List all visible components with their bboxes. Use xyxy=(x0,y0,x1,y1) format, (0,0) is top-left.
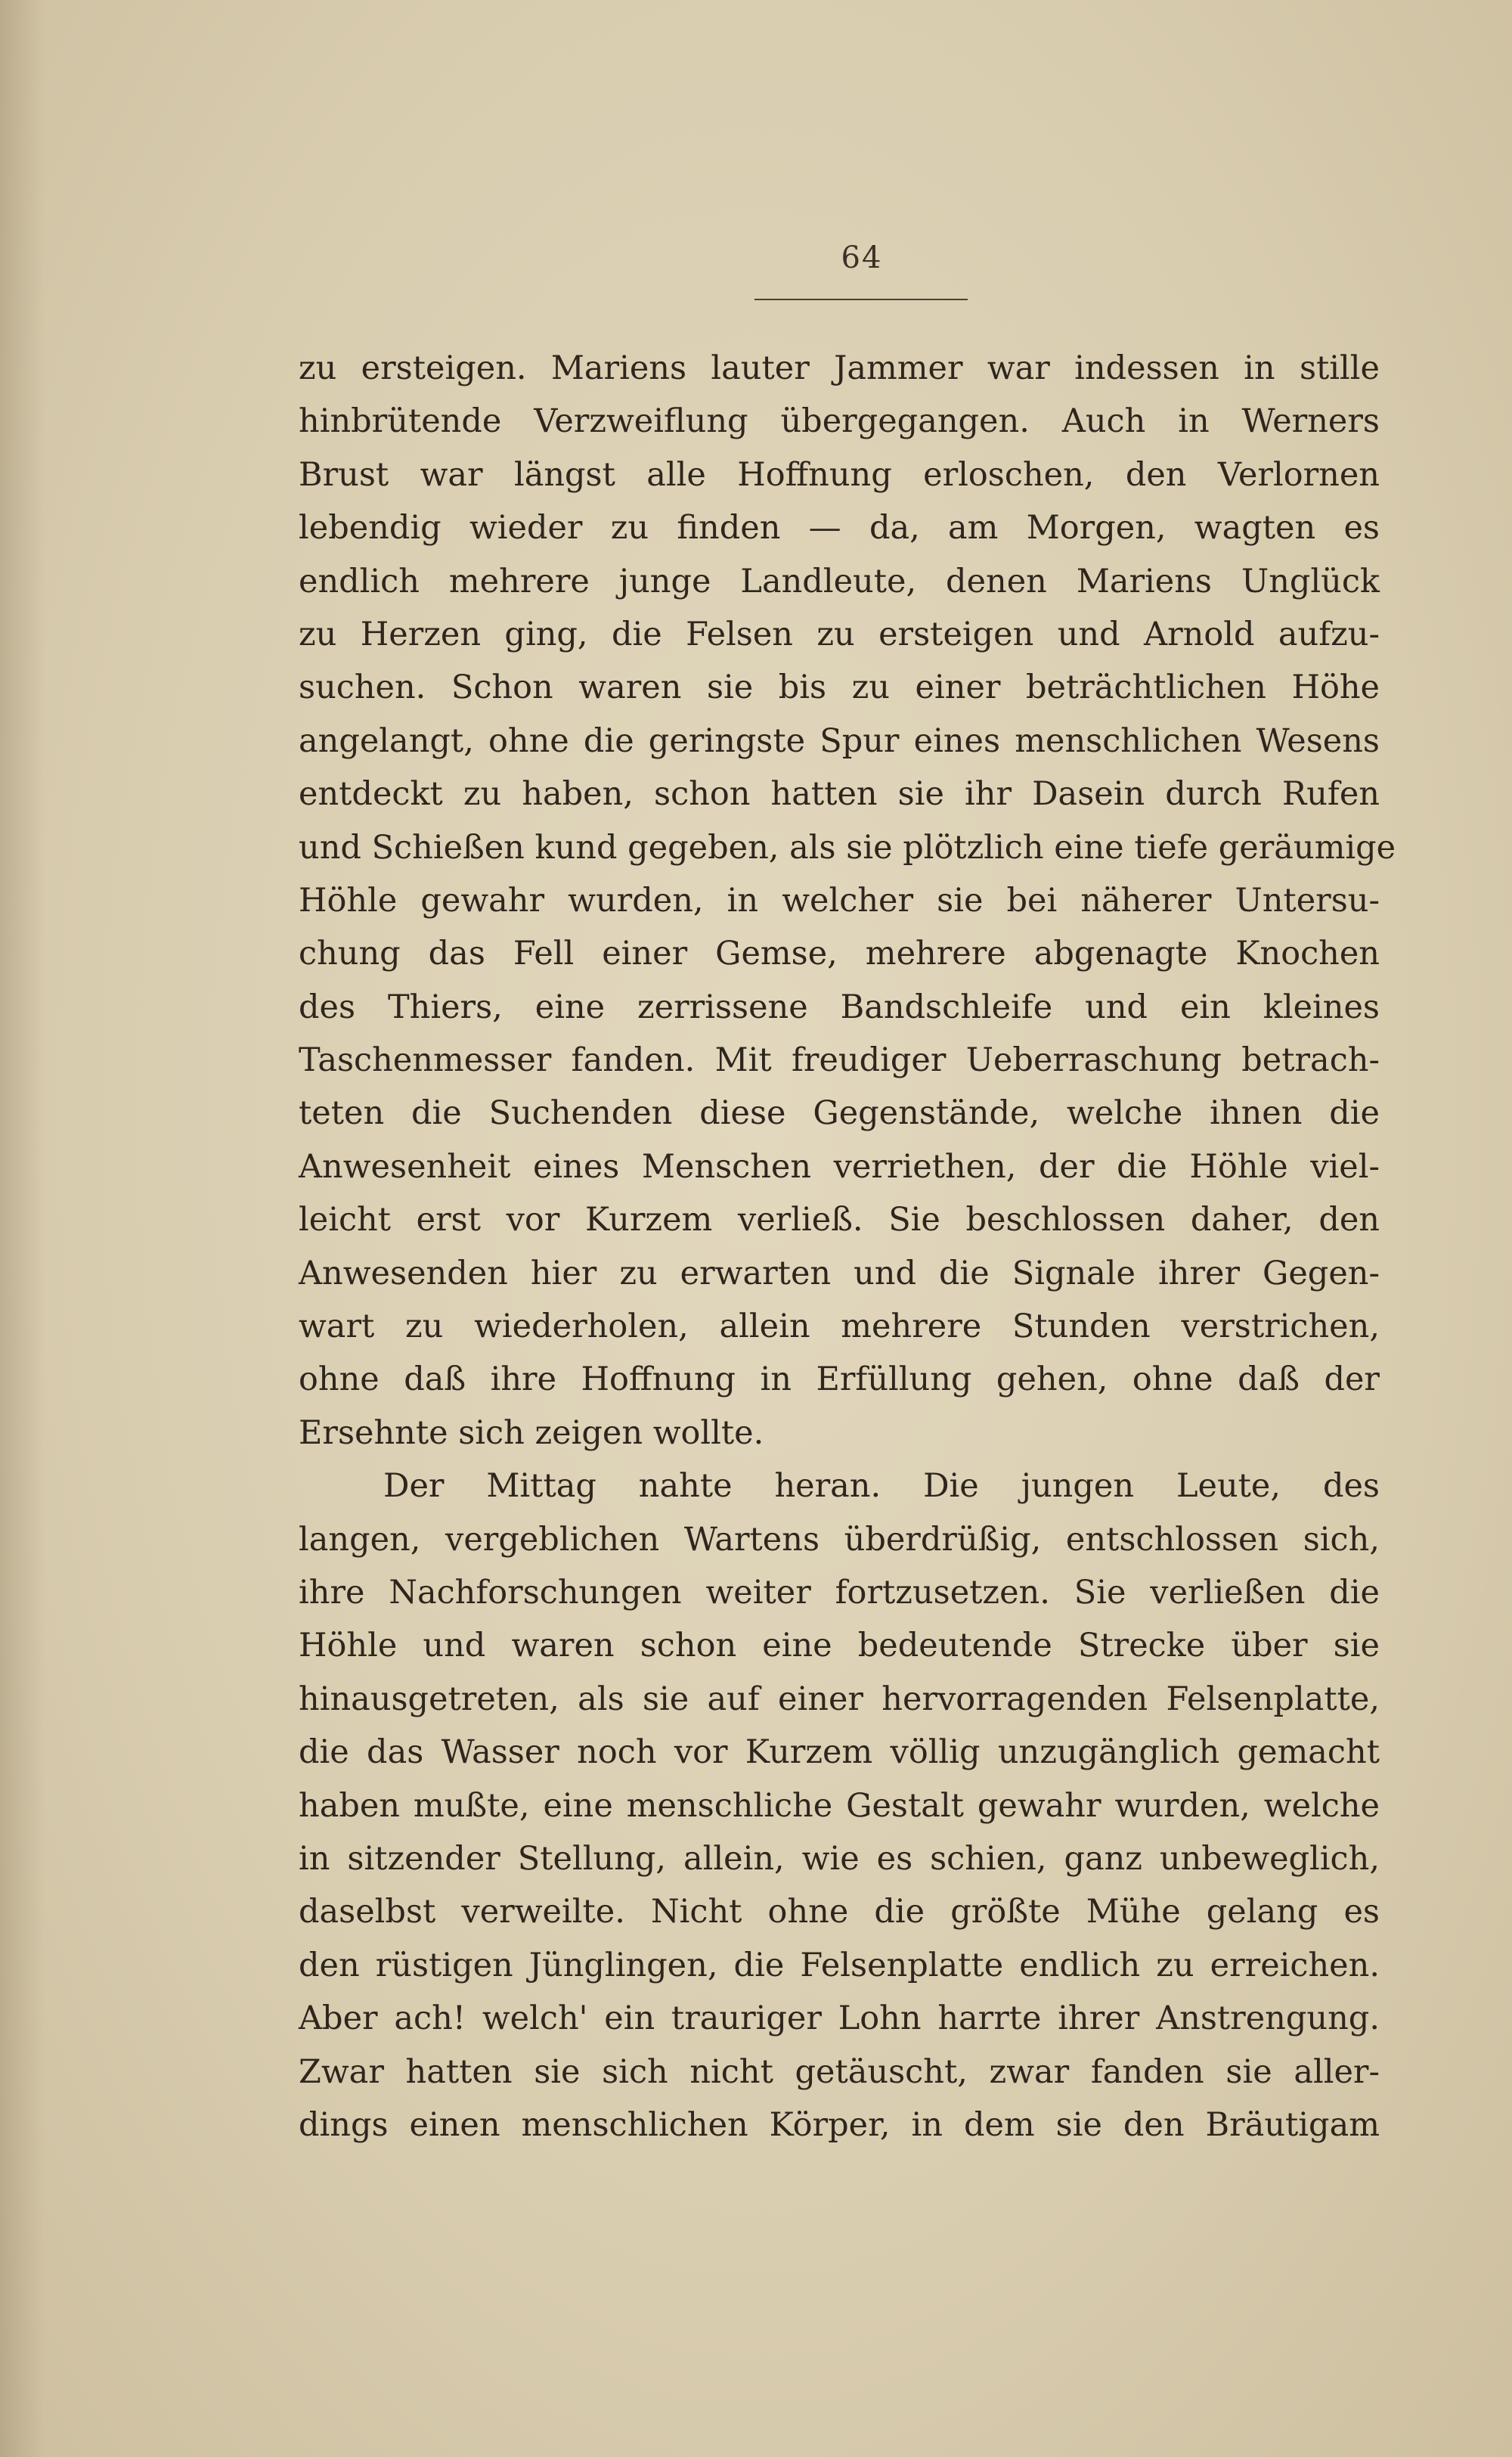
text-line: chung das Fell einer Gemse, mehrere abgenagte Knochen xyxy=(299,935,1380,973)
text-line: hinbrütende Verzweiflung übergegangen. Auch in Werners xyxy=(299,402,1380,441)
text-line: Brust war längst alle Hoffnung erloschen, den Verlornen xyxy=(299,455,1380,494)
body-text xyxy=(299,342,1396,2151)
text-line: zu Herzen ging, die Felsen zu ersteigen und Arnold aufzu- xyxy=(299,615,1380,653)
text-line: in sitzender Stellung, allein, wie es schien, ganz unbeweglich, xyxy=(299,1839,1380,1878)
text-line: und Schießen kund gegeben, als sie plötzlich eine tiefe geräumige xyxy=(299,828,1396,867)
text-line: endlich mehrere junge Landleute, denen Mariens Unglück xyxy=(299,562,1380,600)
text-line: Höhle gewahr wurden, in welcher sie bei näherer Untersu- xyxy=(299,881,1380,920)
text-line: Anwesenheit eines Menschen verriethen, der die Höhle viel- xyxy=(299,1147,1380,1186)
text-line: langen, vergeblichen Wartens überdrüßig, entschlossen sich, xyxy=(299,1520,1380,1559)
paragraph-2 xyxy=(299,1460,1380,2151)
paragraph-1 xyxy=(299,342,1396,1460)
text-line: des Thiers, eine zerrissene Bandschleife und ein kleines xyxy=(299,988,1380,1026)
text-line: Ersehnte sich zeigen wollte. xyxy=(299,1413,764,1452)
text-line: leicht erst vor Kurzem verließ. Sie beschlossen daher, den xyxy=(299,1201,1380,1239)
text-line: haben mußte, eine menschliche Gestalt gewahr wurden, welche xyxy=(299,1786,1380,1825)
text-line: lebendig wieder zu finden — da, am Morgen, wagten es xyxy=(299,509,1380,548)
text-line: teten die Suchenden diese Gegenstände, welche ihnen die xyxy=(299,1094,1380,1133)
text-line: hinausgetreten, als sie auf einer hervorragenden Felsenplatte, xyxy=(299,1680,1380,1718)
text-line: ohne daß ihre Hoffnung in Erfüllung gehen, ohne daß der xyxy=(299,1360,1380,1399)
text-line: die das Wasser noch vor Kurzem völlig unzugänglich gemacht xyxy=(299,1733,1380,1772)
text-line: den rüstigen Jünglingen, die Felsenplatte endlich zu erreichen. xyxy=(299,1946,1380,1984)
page-edge-shadow xyxy=(0,0,45,2457)
text-line: ihre Nachforschungen weiter fortzusetzen. Sie verließen die xyxy=(299,1573,1380,1612)
text-line: wart zu wiederholen, allein mehrere Stunden verstrichen, xyxy=(299,1308,1380,1346)
page-number: 64 xyxy=(841,240,883,275)
text-line: zu ersteigen. Mariens lauter Jammer war indessen in stille xyxy=(299,349,1380,387)
text-line: Höhle und waren schon eine bedeutende Strecke über sie xyxy=(299,1627,1380,1665)
text-line: daselbst verweilte. Nicht ohne die größte Mühe gelang es xyxy=(299,1893,1380,1931)
text-line: angelangt, ohne die geringste Spur eines menschlichen Wesens xyxy=(299,721,1380,760)
text-line: Zwar hatten sie sich nicht getäuscht, zwar fanden sie aller- xyxy=(299,2052,1380,2091)
text-line: dings einen menschlichen Körper, in dem sie den Bräutigam xyxy=(299,2105,1380,2144)
text-line: Aber ach! welch' ein trauriger Lohn harrte ihrer Anstrengung. xyxy=(299,1999,1380,2038)
text-line: entdeckt zu haben, schon hatten sie ihr Dasein durch Rufen xyxy=(299,775,1380,814)
text-line: Taschenmesser fanden. Mit freudiger Ueberraschung betrach- xyxy=(299,1041,1380,1080)
text-line: Der Mittag nahte heran. Die jungen Leute, des xyxy=(383,1467,1380,1506)
header-rule xyxy=(754,299,968,300)
text-line: suchen. Schon waren sie bis zu einer beträchtlichen Höhe xyxy=(299,669,1380,707)
text-line: Anwesenden hier zu erwarten und die Signale ihrer Gegen- xyxy=(299,1254,1380,1292)
